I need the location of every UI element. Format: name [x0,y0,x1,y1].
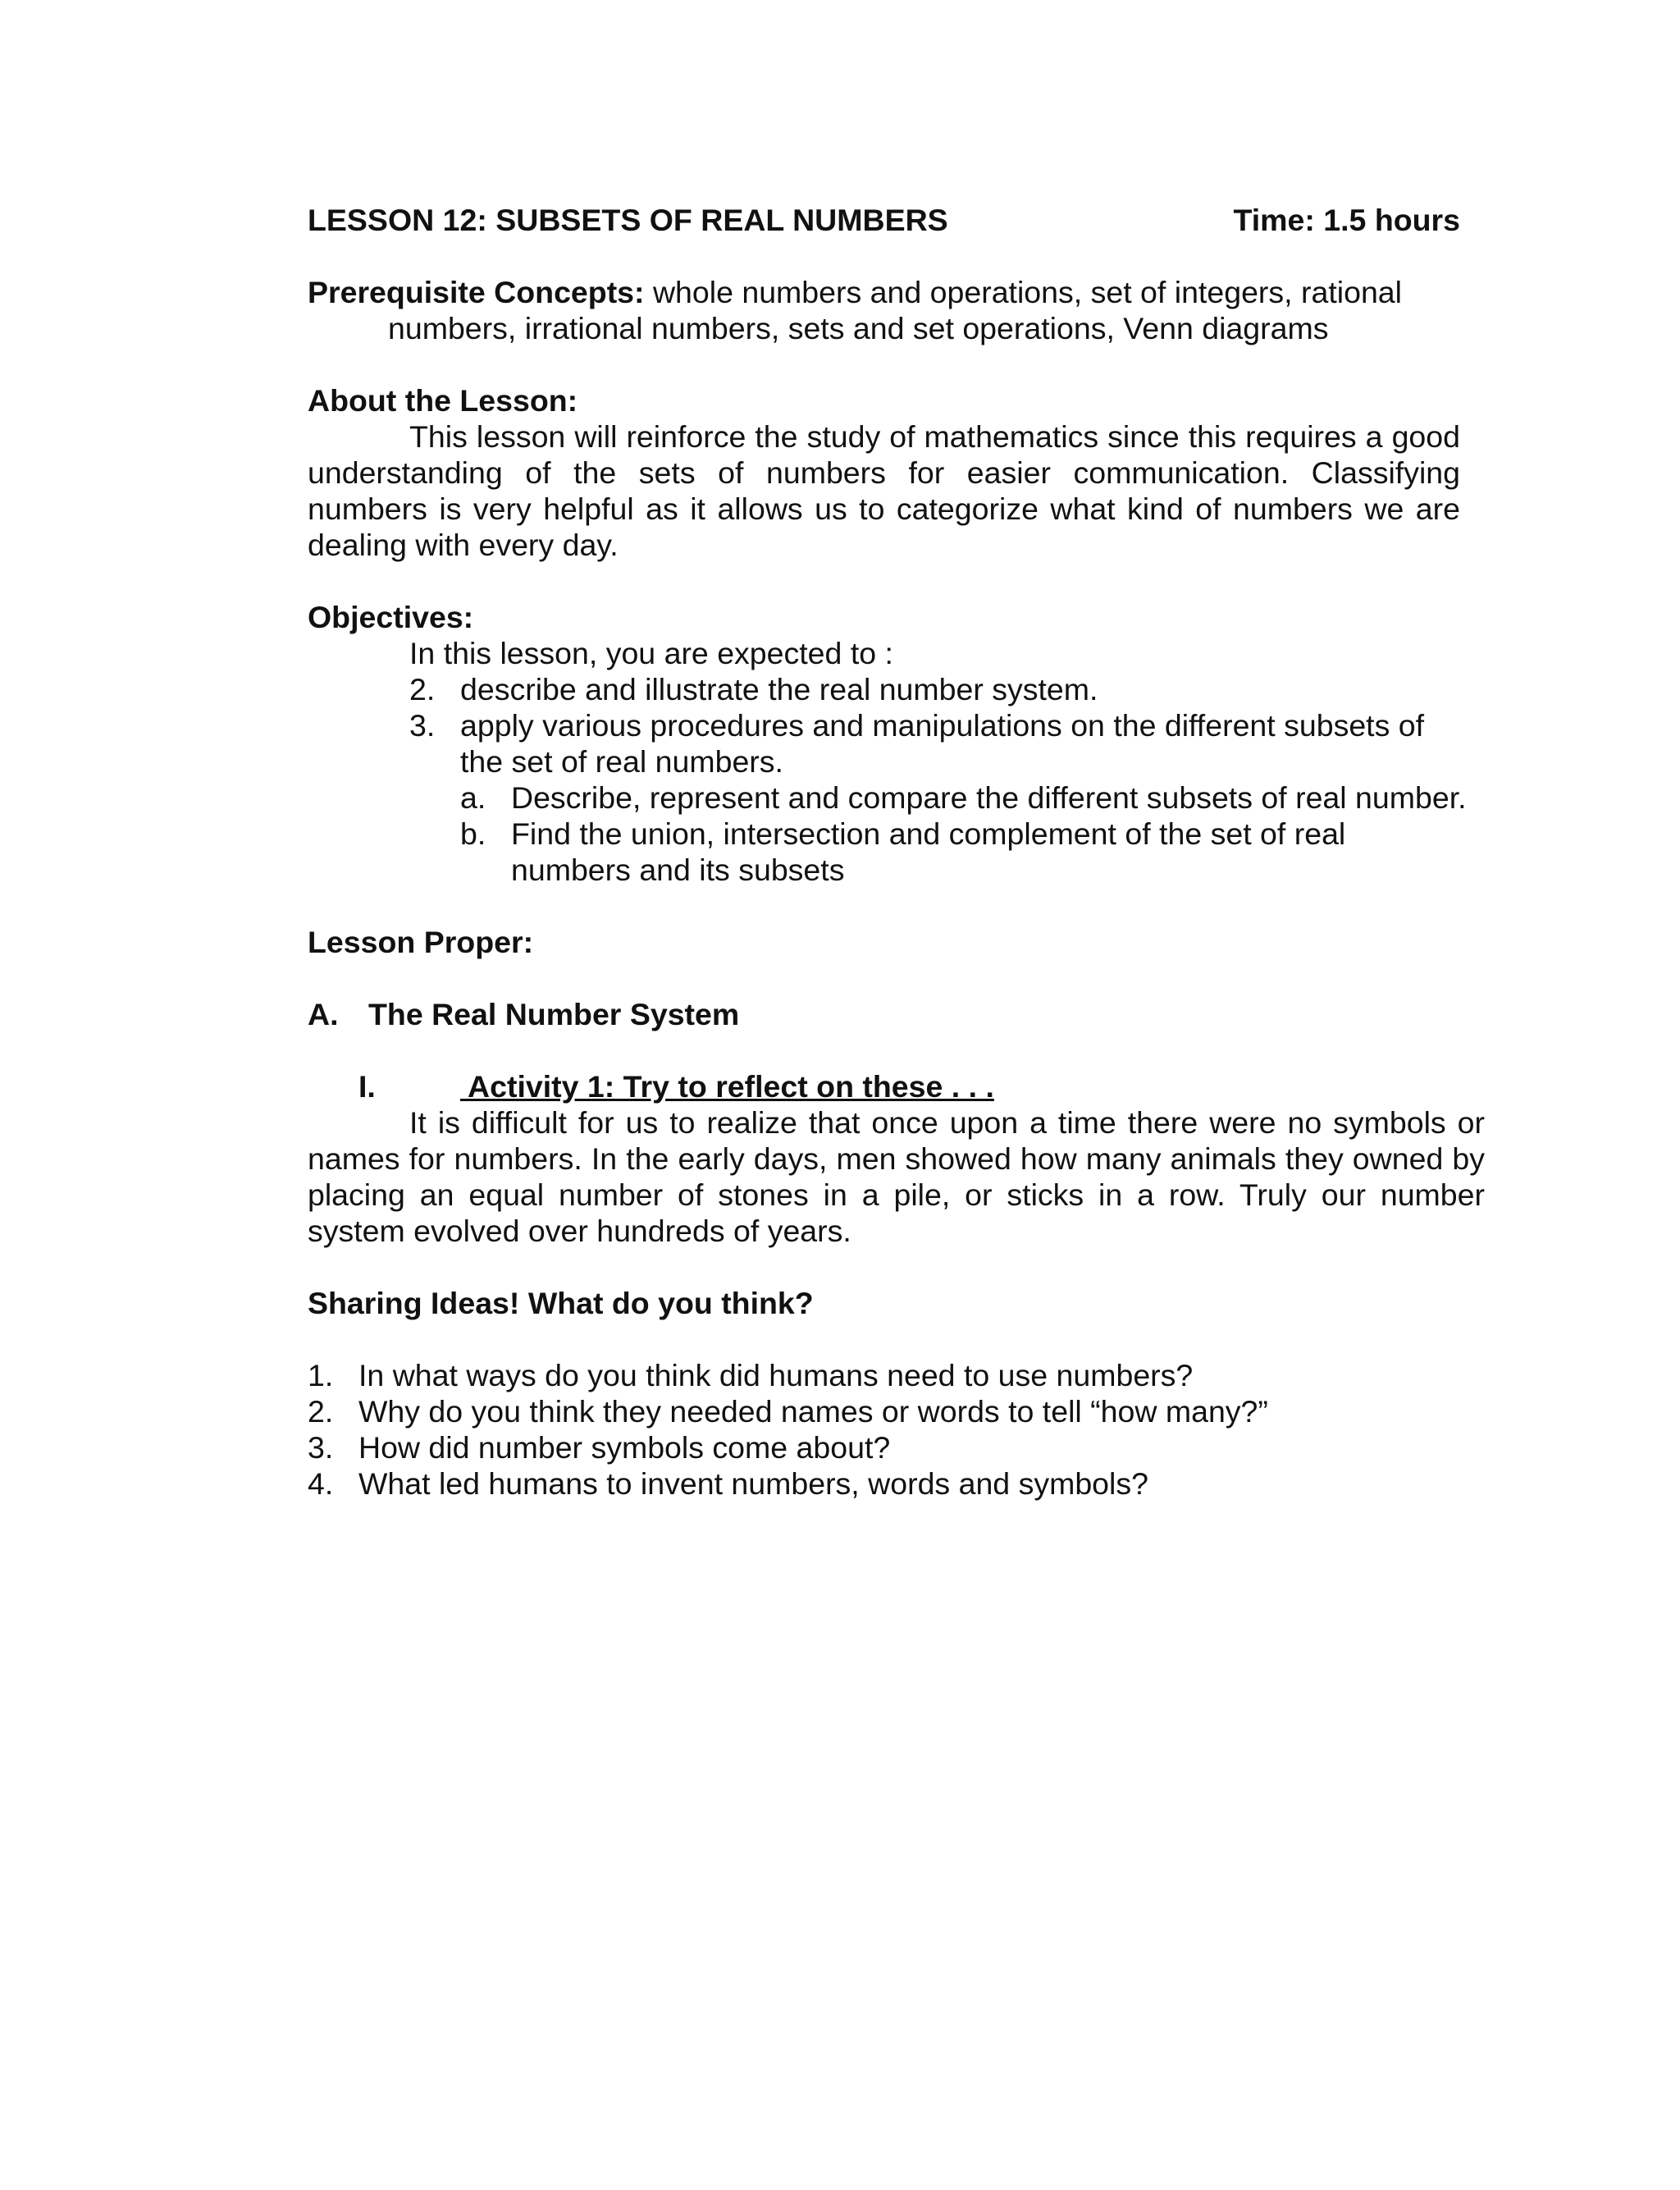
about-heading: About the Lesson: [308,383,578,418]
list-number: 1. [308,1358,334,1392]
activity-text: It is difficult for us to realize that once upon a time there were no symbols or names for numbers. In the early days, men showed how many animals they owned by placing an equal number of stones in a pile, or sticks in a row. Truly our number system evolved over hundreds of years. [308,1105,1485,1248]
list-text: In what ways do you think did humans need to use numbers? [358,1358,1194,1392]
list-text: describe and illustrate the real number system. [460,672,1098,706]
section-title: The Real Number System [368,997,740,1031]
list-number: 2. [409,672,436,706]
list-number: 3. [308,1430,334,1465]
list-item [409,707,1468,780]
lesson-proper-heading: Lesson Proper: [308,925,534,959]
list-number: 2. [308,1394,334,1429]
list-text: What led humans to invent numbers, words and symbols? [358,1466,1148,1501]
sharing-heading: Sharing Ideas! What do you think? [308,1286,814,1320]
activity-title: Activity 1: Try to reflect on these . . . [460,1069,994,1104]
list-number: 3. [409,708,436,743]
lesson-content [308,202,1485,1502]
activity-heading [308,1068,1485,1104]
list-letter: b. [460,816,486,851]
list-text: Describe, represent and compare the different subsets of real number. [511,780,1467,815]
objectives-intro: In this lesson, you are expected to : [409,636,893,670]
objectives-sublist [308,780,1468,888]
prerequisite-text: whole numbers and operations, set of integers, rational numbers, irrational numbers, sets and set operations, Venn diagrams [388,275,1402,345]
about-text: This lesson will reinforce the study of mathematics since this requires a good understanding of the sets of numbers for easier communication. Classifying numbers is very helpful as it allows us to categorize what kind of numbers we are dealing with every day. [308,419,1460,562]
list-item [308,1465,1485,1502]
list-item [409,816,1468,888]
list-item [308,1393,1485,1429]
list-item [409,671,1468,707]
objectives-list [308,671,1468,780]
list-item [308,1429,1485,1465]
objectives-heading: Objectives: [308,600,474,634]
section-number: A. [308,997,339,1031]
list-text: How did number symbols come about? [358,1430,891,1465]
prerequisite-label: Prerequisite Concepts: [308,275,645,309]
list-item [409,780,1468,816]
prerequisite-concepts [308,274,1485,346]
section-heading [308,996,1485,1032]
lesson-title: LESSON 12: SUBSETS OF REAL NUMBERS [308,203,948,237]
list-number: 4. [308,1466,334,1501]
lesson-header [308,202,1460,238]
list-letter: a. [460,780,486,815]
list-text: Why do you think they needed names or words to tell “how many?” [358,1394,1268,1429]
lesson-time: Time: 1.5 hours [1233,203,1460,237]
list-item [308,1357,1485,1393]
activity-number: I. [358,1069,376,1104]
sharing-questions [308,1357,1485,1502]
list-text: Find the union, intersection and complement of the set of real numbers and its subsets [511,816,1346,887]
list-text: apply various procedures and manipulations on the different subsets of the set of real numbers. [460,708,1425,779]
